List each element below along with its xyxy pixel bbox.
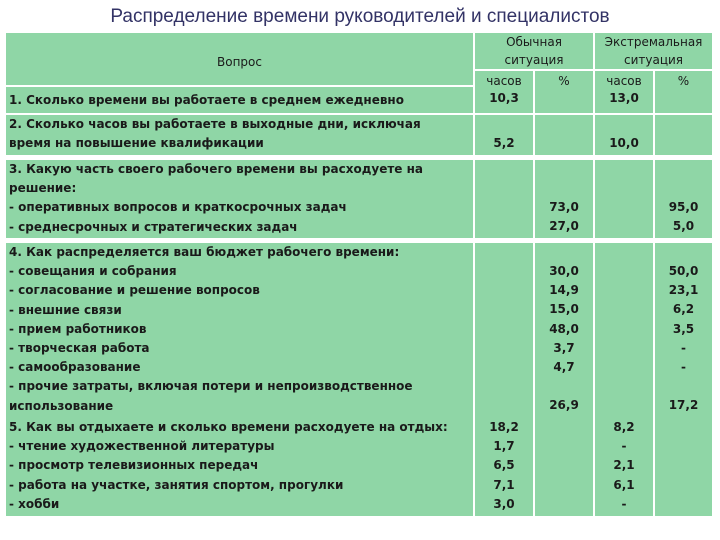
q3-normal-pct-2: 27,0 [549,219,579,234]
extreme-header-line-2: ситуация [623,53,684,67]
q1-extreme-pct-cell [655,71,712,113]
extreme-situation-header [595,33,712,69]
q5-extreme-hours-4: 6,1 [613,477,635,492]
q4-text-line-6: - творческая работа [9,341,150,356]
q2-extreme-pct [655,115,712,155]
q4-normal-pct-7 [535,377,593,396]
q5-text-line-5: - хобби [9,496,60,511]
q4-extreme-pct-4: 3,5 [672,321,695,336]
q2-text-line-1: 2. Сколько часов вы работаете в выходные дни, исключая [9,117,421,131]
q5-extreme-pct [655,416,712,516]
q4-text-line-4: - внешние связи [9,302,122,317]
q4-normal-pct-6: 4,7 [553,360,575,375]
percent-subheader-extreme: % [677,74,690,88]
q3-normal-pct-cell [535,160,593,238]
q5-text-line-3: - просмотр телевизионных передач [9,458,259,473]
q4-extreme-pct-3: 6,2 [672,302,695,317]
q5-question [6,416,473,516]
q4-text-line-8: - прочие затраты, включая потери и непроизводственное [9,379,413,394]
q5-extreme-hours-5: - [621,496,627,511]
q5-normal-hours-2: 1,7 [493,439,515,454]
q4-extreme-pct-1: 50,0 [668,264,699,278]
q4-extreme-pct-5: - [681,340,686,355]
q5-text-line-2: - чтение художественной литературы [9,439,275,454]
q5-extreme-hours-cell [595,416,653,516]
q2-extreme-hours: 10,0 [595,115,653,155]
percent-subheader-normal: % [558,74,570,88]
hours-subheader-normal: часов [486,74,522,88]
q3-extreme-pct-2: 5,0 [672,219,695,234]
q1-row [6,71,712,115]
time-distribution-table [6,33,712,517]
q3-text-line-3: - оперативных вопросов и краткосрочных задач [9,200,347,215]
q4-extreme-pct-6: - [681,360,686,375]
normal-header-line-1: Обычная [506,35,562,49]
q5-row [6,416,712,517]
q4-text-line-5: - прием работников [9,321,147,336]
q4-row [6,243,712,419]
q1-extreme-hours-cell [595,71,653,113]
q1-extreme-hours: 13,0 [609,91,639,105]
q5-normal-hours-cell [475,416,533,516]
q3-text-line-2: решение: [9,181,77,196]
normal-header-line-2: ситуация [504,53,564,67]
q5-normal-hours-5: 3,0 [493,496,515,511]
page-title: Распределение времени руководителей и специалистов [110,6,610,27]
q4-extreme-pct-8: 17,2 [668,398,699,413]
q3-question [6,160,473,238]
q3-extreme-pct-cell [655,160,712,238]
q2-text-line-2: время на повышение квалификации [9,136,264,151]
q4-text-line-2: - совещания и собрания [9,264,177,279]
q5-extreme-hours-1: 8,2 [613,420,635,434]
q4-question [6,243,473,417]
q5-normal-hours-1: 18,2 [489,420,519,434]
q1-normal-hours-cell [475,71,533,113]
q3-normal-pct-1: 73,0 [549,200,579,214]
extreme-header-line-1: Экстремальная [604,35,703,49]
q3-row [6,160,712,240]
q3-extreme-hours [595,160,653,238]
q5-text-line-4: - работа на участке, занятия спортом, прогулки [9,477,344,492]
q1-text: 1. Сколько времени вы работаете в среднем ежедневно [9,93,404,107]
q4-normal-pct-cell [535,243,593,417]
q2-normal-hours: 5,2 [475,115,533,155]
q4-normal-pct-8: 26,9 [549,398,579,413]
question-header: Вопрос [217,55,262,69]
q1-normal-hours: 10,3 [489,91,519,105]
q4-normal-pct-2: 14,9 [549,283,579,298]
q4-normal-pct-4: 48,0 [549,321,579,336]
q3-text-line-4: - среднесрочных и стратегических задач [9,219,298,234]
q5-extreme-hours-2: - [621,439,627,454]
hours-subheader-extreme: часов [606,74,642,88]
q4-normal-pct-5: 3,7 [553,340,575,355]
q4-extreme-pct-7 [655,377,712,396]
q1-normal-pct-cell [535,71,593,113]
q1-question [6,87,473,113]
q2-row [6,115,712,157]
q3-normal-hours [475,160,533,238]
q2-question [6,115,473,155]
q4-text-line-3: - согласование и решение вопросов [9,283,260,298]
q4-normal-pct-1: 30,0 [549,264,579,278]
q3-extreme-pct-1: 95,0 [668,200,699,214]
q5-normal-hours-3: 6,5 [493,458,515,473]
q5-normal-pct [535,416,593,516]
q5-text-line-1: 5. Как вы отдыхаете и сколько времени расходуете на отдых: [9,420,448,434]
q5-extreme-hours-3: 2,1 [613,458,635,473]
normal-situation-header [475,33,593,69]
q4-normal-hours [475,243,533,417]
q4-normal-pct-3: 15,0 [549,302,579,317]
q3-text-line-1: 3. Какую часть своего рабочего времени вы расходуете на [9,162,423,176]
q4-extreme-pct-2: 23,1 [668,283,699,298]
q5-normal-hours-4: 7,1 [493,477,515,492]
q4-text-line-9: использование [9,398,114,413]
q4-extreme-hours [595,243,653,417]
q2-normal-pct [535,115,593,155]
q4-text-line-7: - самообразование [9,360,141,375]
q4-text-line-1: 4. Как распределяется ваш бюджет рабочего времени: [9,245,400,259]
q4-extreme-pct-cell [655,243,712,417]
